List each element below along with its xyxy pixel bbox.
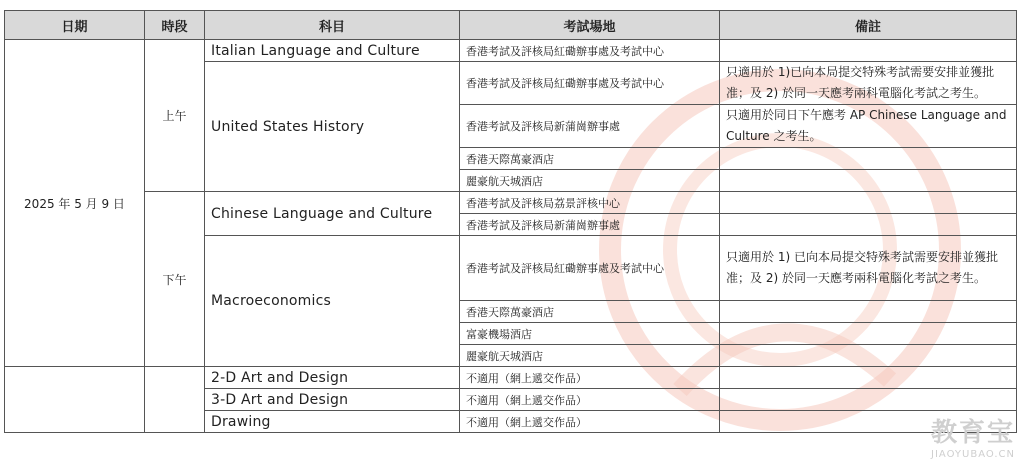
subject-macroeconomics: Macroeconomics [205,236,460,367]
watermark-title: 教育宝 [930,418,1015,448]
period-am: 上午 [145,40,205,192]
venue-cell: 香港考試及評核局新蒲崗辦事處 [460,105,720,148]
remarks-cell [720,148,1017,170]
venue-cell: 香港考試及評核局紅磡辦事處及考試中心 [460,62,720,105]
venue-cell: 香港考試及評核局紅磡辦事處及考試中心 [460,236,720,301]
venue-cell: 不適用（網上遞交作品） [460,389,720,411]
table-row [5,40,1017,62]
subject-chinese: Chinese Language and Culture [205,192,460,236]
exam-date: 2025 年 5 月 9 日 [5,40,145,367]
remarks-cell [720,170,1017,192]
venue-cell: 不適用（網上遞交作品） [460,367,720,389]
subject-drawing: Drawing [205,411,460,433]
header-subject: 科目 [205,11,460,40]
remarks-cell [720,301,1017,323]
remarks-cell [720,40,1017,62]
venue-cell: 香港天際萬豪酒店 [460,148,720,170]
header-venue: 考試場地 [460,11,720,40]
venue-cell: 香港考試及評核局新蒲崗辦事處 [460,214,720,236]
date-cell-empty [5,367,145,433]
remarks-cell [720,192,1017,214]
venue-cell: 香港考試及評核局紅磡辦事處及考試中心 [460,40,720,62]
subject-3d-art: 3-D Art and Design [205,389,460,411]
header-date: 日期 [5,11,145,40]
remarks-cell [720,323,1017,345]
remarks-cell [720,411,1017,433]
remarks-cell: 只適用於同日下午應考 AP Chinese Language and Culture 之考生。 [720,105,1017,148]
table-row [5,192,1017,214]
subject-2d-art: 2-D Art and Design [205,367,460,389]
remarks-cell: 只適用於 1) 已向本局提交特殊考試需要安排並獲批准；及 2) 於同一天應考兩科電腦化考試之考生。 [720,236,1017,301]
subject-italian: Italian Language and Culture [205,40,460,62]
table-row [5,367,1017,389]
venue-cell: 麗豪航天城酒店 [460,170,720,192]
watermark-subtitle: JIAOYUBAO.CN [931,449,1015,460]
header-remarks: 備註 [720,11,1017,40]
period-pm: 下午 [145,192,205,367]
remarks-cell [720,345,1017,367]
exam-schedule-table [4,10,1017,433]
remarks-cell [720,214,1017,236]
venue-cell: 不適用（網上遞交作品） [460,411,720,433]
header-period: 時段 [145,11,205,40]
period-cell-empty [145,367,205,433]
venue-cell: 香港天際萬豪酒店 [460,301,720,323]
subject-us-history: United States History [205,62,460,192]
remarks-cell [720,367,1017,389]
venue-cell: 香港考試及評核局荔景評核中心 [460,192,720,214]
header-row [5,11,1017,40]
remarks-cell [720,389,1017,411]
venue-cell: 富豪機場酒店 [460,323,720,345]
remarks-cell: 只適用於 1)已向本局提交特殊考試需要安排並獲批准；及 2) 於同一天應考兩科電腦化考試之考生。 [720,62,1017,105]
venue-cell: 麗豪航天城酒店 [460,345,720,367]
